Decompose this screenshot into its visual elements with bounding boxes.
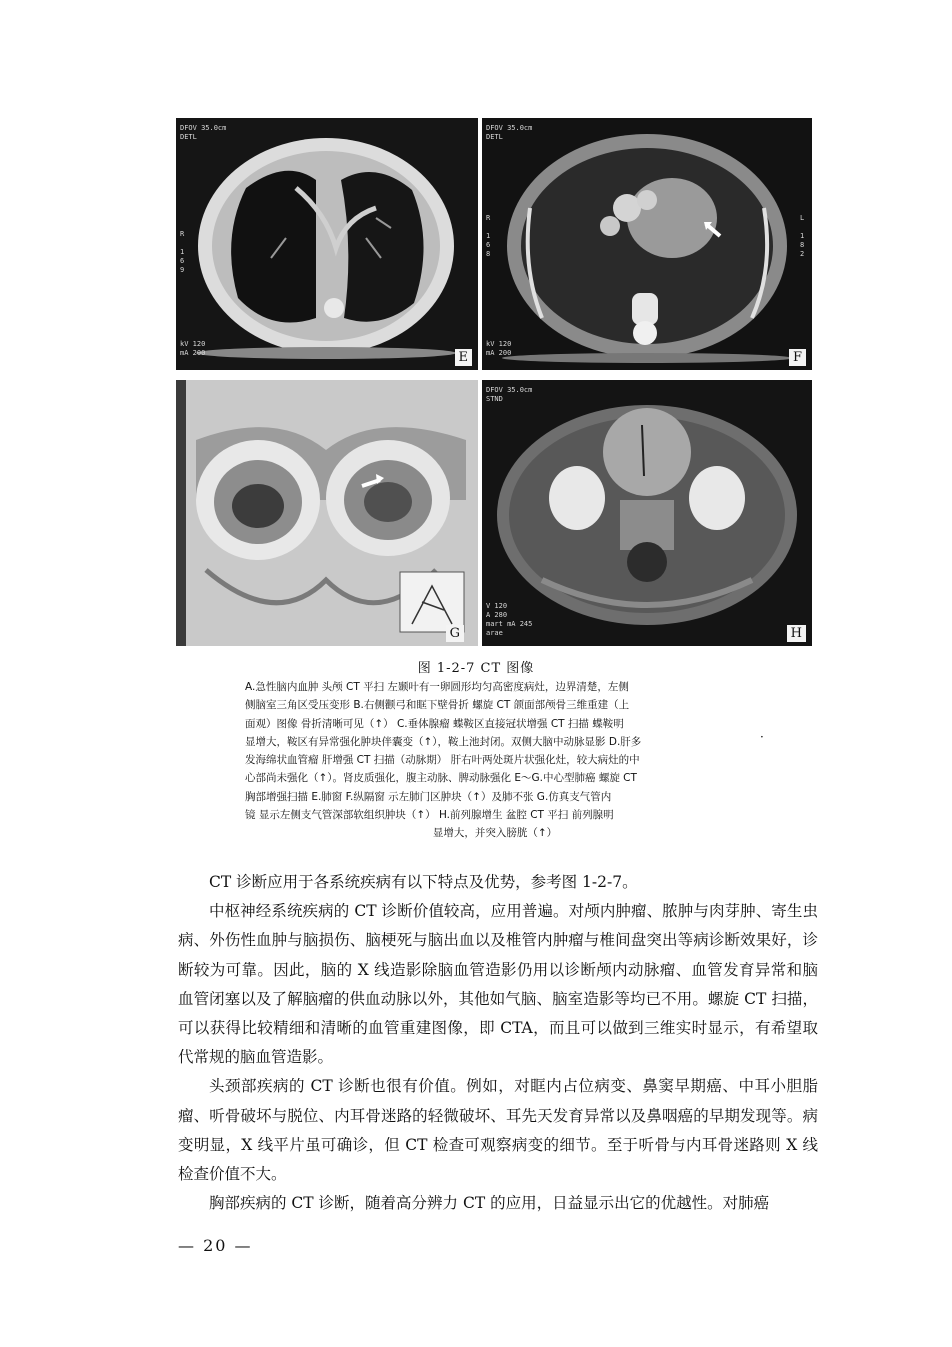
panel-letter: H [787, 625, 806, 642]
caption-line: 面观）图像 骨折清晰可见（↑） C.垂体腺瘤 蝶鞍区直接冠状增强 CT 扫描 蝶鞍明 [245, 717, 624, 730]
caption-line: 镜 显示左侧支气管深部软组织肿块（↑） H.前列腺增生 盆腔 CT 平扫 前列腺明 [245, 809, 614, 822]
caption-line: 心部尚未强化（↑）。肾皮质强化，腹主动脉、脾动脉强化 E～G.中心型肺癌 螺旋 CT [245, 772, 637, 785]
scan-parameters-top: DFOV 35.0cm DETL [486, 124, 533, 141]
virtual-bronchoscopy-image [176, 380, 478, 646]
panel-letter: G [446, 625, 464, 642]
body-paragraph: CT 诊断应用于各系统疾病有以下特点及优势，参考图 1-2-7。 [209, 873, 638, 891]
scan-side-marker: R 1 6 9 [180, 230, 185, 274]
mediastinal-window-scan-image [482, 118, 812, 370]
ct-panel-g-virtual-bronchoscopy [176, 380, 478, 646]
body-paragraph: 中枢神经系统疾病的 CT 诊断价值较高，应用普遍。对颅内肿瘤、脓肿与肉芽肿、寄生虫病、外伤性血肿与脑损伤、脑梗死与脑出血以及椎管内肿瘤与椎间盘突出等病诊断效果好，诊断较为可靠。因此，脑的 X 线造影除脑血管造影仍用以诊断颅内动脉瘤、血管发育异常和脑血管闭塞以及了解脑瘤的供血动脉以外，其他如气脑、脑室造影等均已不用。螺旋 CT 扫描，可以获得比较精细和清晰的血管重建图像，即 CTA，而且可以做到三维实时显示，有希望取代常规的脑血管造影。 [178, 902, 818, 1067]
body-paragraph: 胸部疾病的 CT 诊断，随着高分辨力 CT 的应用，日益显示出它的优越性。对肺癌 [209, 1194, 770, 1213]
caption-line: 显增大，并突入膀胱（↑） [432, 827, 558, 840]
lung-window-scan-image [176, 118, 478, 370]
panel-letter: E [455, 349, 473, 366]
caption-line: A.急性脑内血肿 头颅 CT 平扫 左颞叶有一卵圆形均匀高密度病灶，边界清楚，左侧 [245, 681, 629, 693]
page-number: — 20 — [178, 1236, 253, 1255]
caption-line: 发海绵状血管瘤 肝增强 CT 扫描（动脉期） 肝右叶两处斑片状强化灶，较大病灶的中 [245, 754, 640, 767]
figure-caption-body [245, 678, 745, 843]
scan-parameters-bottom: V 120 A 280 mart mA 245 arae [486, 602, 533, 637]
scan-side-marker-right: R 1 6 8 [486, 214, 491, 258]
scan-side-marker-left: L 1 8 2 [800, 214, 805, 258]
body-paragraph: 头颈部疾病的 CT 诊断也很有价值。例如，对眶内占位病变、鼻窦早期癌、中耳小胆脂瘤、听骨破坏与脱位、内耳骨迷路的轻微破坏、耳先天发育异常以及鼻咽癌的早期发现等。病变明显，X 线平片虽可确诊，但 CT 检查可观察病变的细节。至于听骨与内耳骨迷路则 X 线检查价值不大。 [178, 1077, 818, 1184]
caption-line: 胸部增强扫描 E.肺窗 F.纵隔窗 示左肺门区肿块（↑）及肺不张 G.仿真支气管内 [245, 790, 612, 803]
ct-panel-e-lung-window [176, 118, 478, 370]
ct-figure [176, 118, 812, 646]
scan-parameters-top: DFOV 35.0cm STND [486, 386, 533, 403]
scan-parameters-bottom: kV 120 mA 200 [180, 340, 206, 357]
panel-letter: F [789, 349, 806, 366]
ct-panel-f-mediastinal-window [482, 118, 812, 370]
ct-panel-h-pelvis [482, 380, 812, 646]
print-speck: · [760, 730, 764, 744]
scan-parameters-top: DFOV 35.0cm DETL [180, 124, 227, 141]
body-text [178, 868, 818, 1218]
caption-line: 显增大，鞍区有异常强化肿块伴囊变（↑），鞍上池封闭。双侧大脑中动脉显影 D.肝多 [245, 735, 642, 748]
scan-parameters-bottom: kV 120 mA 200 [486, 340, 512, 357]
figure-caption-title: 图 1-2-7 CT 图像 [417, 661, 535, 676]
caption-line: 侧脑室三角区受压变形 B.右侧颧弓和眶下壁骨折 螺旋 CT 颌面部颅骨三维重建（上 [245, 699, 630, 712]
